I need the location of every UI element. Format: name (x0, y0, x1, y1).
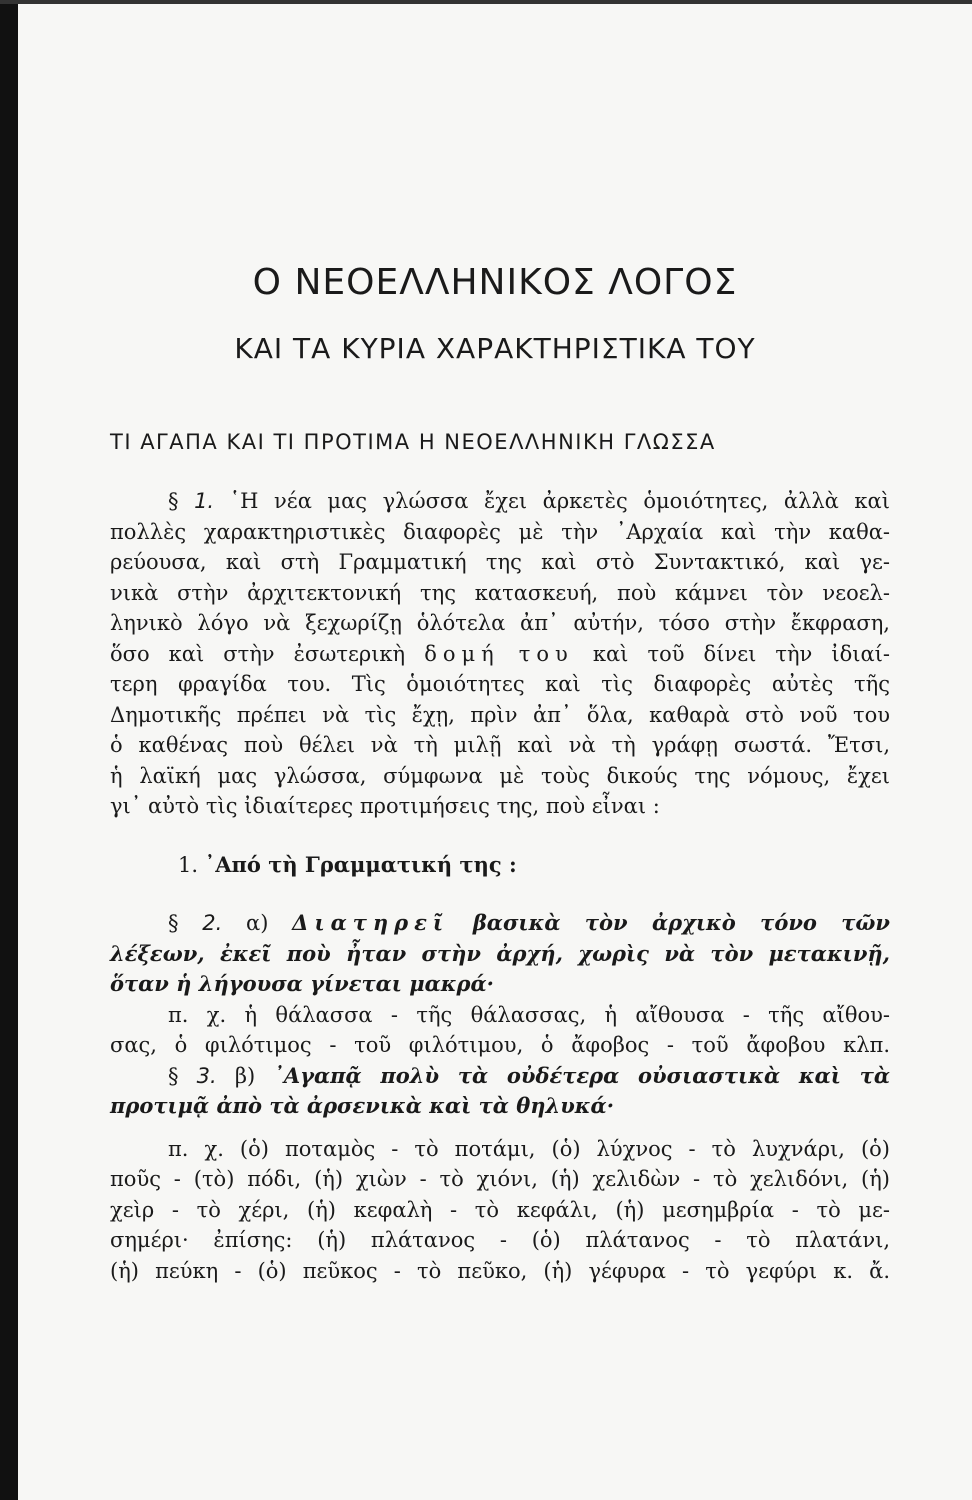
text-line: ρεύουσα, καὶ στὴ Γραμματική της καὶ στὸ Συντακτικό, καὶ γε- (110, 550, 890, 574)
text-line: ὁ καθένας ποὺ θέλει νὰ τὴ μιλῇ καὶ νὰ τὴ γράφῃ σωστά. Ἔτσι, (110, 733, 890, 757)
text-line: § 2. α) Διατηρεῖ βασικὰ τὸν ἀρχικὸ τόνο τῶν (168, 910, 890, 935)
scan-border-left (0, 0, 18, 1500)
page-subtitle: ΚΑΙ ΤΑ ΚΥΡΙΑ ΧΑΡΑΚΤΗΡΙΣΤΙΚΑ ΤΟΥ (234, 332, 756, 365)
spaced-emphasis: του (518, 641, 574, 666)
section-sign: § (168, 1063, 179, 1088)
paragraph-2 (110, 908, 890, 1061)
example-line: π. χ. (ὁ) ποταμὸς - τὸ ποτάμι, (ὁ) λύχνος - τὸ λυχνάρι, (ὁ) (168, 1136, 890, 1161)
text-line: τερη φραγίδα του. Τὶς ὁμοιότητες καὶ τὶς διαφορὲς αὐτὲς τῆς (110, 672, 890, 696)
section-heading: ΤΙ ΑΓΑΠΑ ΚΑΙ ΤΙ ΠΡΟΤΙΜΑ Η ΝΕΟΕΛΛΗΝΙΚΗ ΓΛΩΣΣΑ (110, 430, 716, 454)
example-line: σας, ὁ φιλότιμος - τοῦ φιλότιμου, ὁ ἄφοβος - τοῦ ἄφοβου κλπ. (110, 1033, 890, 1057)
text-body (110, 486, 890, 1286)
paragraph-number: 1. (194, 489, 215, 513)
text-line: § 3. β) ᾿Αγαπᾷ πολὺ τὰ οὐδέτερα οὐσιαστικὰ καὶ τὰ (168, 1062, 890, 1088)
text-line: λέξεων, ἐκεῖ ποὺ ἦταν στὴν ἀρχή, χωρὶς νὰ τὸν μετακινῇ, (110, 940, 890, 966)
example-line: (ἡ) πεύκη - (ὁ) πεῦκος - τὸ πεῦκο, (ἡ) γέφυρα - τὸ γεφύρι κ. ἄ. (110, 1258, 890, 1283)
book-page (18, 0, 972, 1500)
text-line: ἡ λαϊκή μας γλώσσα, σύμφωνα μὲ τοὺς δικούς της νόμους, ἔχει (110, 763, 890, 788)
subheading-text: ᾿Από τὴ Γραμματική της : (204, 851, 517, 877)
paragraph-number: 2. (202, 911, 223, 935)
paragraph-3 (110, 1061, 890, 1287)
text-line: ὅταν ἡ λήγουσα γίνεται μακρά· (110, 971, 494, 996)
subheading-number: 1. (178, 852, 199, 877)
text-line: ὅσο καὶ στὴν ἐσωτερικὴ δομή του καὶ τοῦ δίνει τὴν ἰδιαί- (110, 641, 890, 666)
example-line: π. χ. ἡ θάλασσα - τῆς θάλασσας, ἡ αἴθουσα - τῆς αἴθου- (168, 1002, 890, 1027)
spaced-emphasis: δομή (424, 641, 500, 666)
example-line: χεὶρ - τὸ χέρι, (ἡ) κεφαλὴ - τὸ κεφάλι, (ἡ) μεσημβρία - τὸ με- (110, 1197, 890, 1222)
text-line: Δημοτικῆς πρέπει νὰ τὶς ἔχῃ, πρὶν ἀπ᾿ ὅλα, καθαρὰ στὸ νοῦ του (110, 702, 890, 727)
subheading (110, 850, 890, 881)
paragraph-1 (110, 486, 890, 822)
example-line: ποῦς - (τὸ) πόδι, (ἡ) χιὼν - τὸ χιόνι, (ἡ) χελιδὼν - τὸ χελιδόνι, (ἡ) (110, 1167, 890, 1191)
text-line: γι᾿ αὐτὸ τὶς ἰδιαίτερες προτιμήσεις της, ποὺ εἶναι : (110, 794, 660, 818)
paragraph-number: 3. (196, 1063, 217, 1088)
text-line: προτιμᾷ ἀπὸ τὰ ἀρσενικὰ καὶ τὰ θηλυκά· (110, 1093, 614, 1118)
section-sign: § (168, 489, 179, 513)
text-line: νικὰ στὴν ἀρχιτεκτονική της κατασκευή, ποὺ κάμνει τὸν νεοελ- (110, 580, 890, 605)
text-line: πολλὲς χαρακτηριστικὲς διαφορὲς μὲ τὴν ᾿Αρχαία καὶ τὴν καθα- (110, 519, 890, 544)
text-line: ληνικὸ λόγο νὰ ξεχωρίζῃ ὁλότελα ἀπ᾿ αὐτήν, τόσο στὴν ἔκφραση, (110, 611, 890, 635)
text-line: § 1. ῾Η νέα μας γλώσσα ἔχει ἀρκετὲς ὁμοιότητες, ἀλλὰ καὶ (168, 489, 890, 513)
section-sign: § (168, 911, 179, 935)
page-title: Ο ΝΕΟΕΛΛΗΝΙΚΟΣ ΛΟΓΟΣ (252, 262, 738, 303)
example-line: σημέρι· ἐπίσης: (ἡ) πλάτανος - (ὁ) πλάτανος - τὸ πλατάνι, (110, 1228, 890, 1252)
spaced-emphasis: Διατηρεῖ (292, 910, 450, 935)
